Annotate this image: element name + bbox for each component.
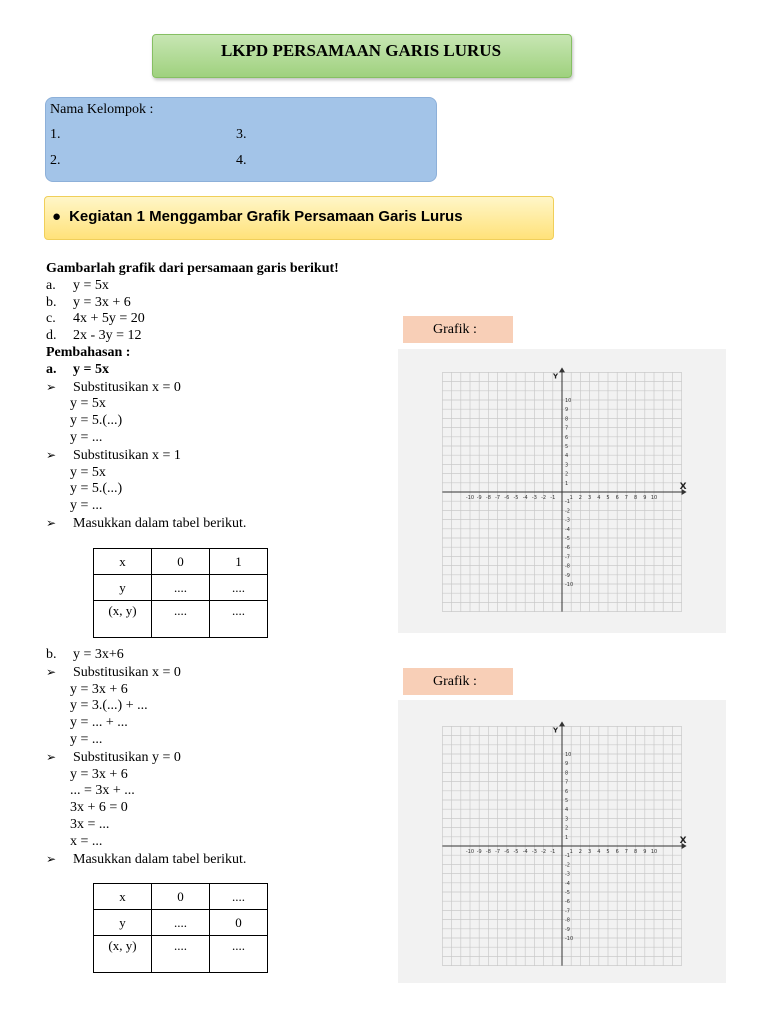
- arrow-bullet-icon: ➢: [46, 515, 57, 530]
- y-tick-label: 6: [565, 788, 569, 795]
- y-tick-label: 4: [565, 807, 569, 814]
- cartesian-grid-a: [398, 349, 726, 633]
- y-tick-label: -10: [565, 582, 574, 588]
- part-b-table-note: Masukkan dalam tabel berikut.: [73, 851, 247, 867]
- arrow-bullet-icon: ➢: [46, 379, 57, 394]
- part-a-heading: a. y = 5x: [46, 361, 109, 377]
- x-tick-label: -3: [531, 849, 537, 855]
- group-name-label: Nama Kelompok :: [50, 102, 154, 117]
- arrow-bullet-icon: ➢: [46, 851, 57, 866]
- part-b-content: b. y = 3x+6 ➢ Substitusikan x = 0 y = 3x + 6 y = 3.(...) + ... y = ... + ... y = ... ➢ Substitusikan y = 0 y = 3x + 6 ... = 3x + ... 3x + 6 = 0 3x = ... x = ... ➢ Masukkan dalam tabel berikut.: [46, 647, 247, 867]
- x-tick-label: -4: [522, 495, 528, 501]
- part-a-sub2: Substitusikan x = 1: [73, 447, 181, 463]
- y-tick-label: 1: [565, 834, 569, 841]
- y-axis-label: Y: [553, 372, 559, 381]
- x-tick-label: 8: [634, 849, 638, 855]
- y-tick-label: 2: [565, 825, 569, 832]
- y-tick-label: 7: [565, 425, 569, 432]
- y-tick-label: -7: [565, 908, 570, 915]
- x-tick-label: 10: [650, 849, 658, 855]
- y-tick-label: -9: [565, 926, 570, 933]
- equation-d: d. 2x - 3y = 12: [46, 328, 142, 344]
- x-tick-label: -6: [504, 849, 510, 855]
- group-member-4: 4.: [236, 153, 247, 168]
- bullet-icon: ●: [52, 208, 62, 225]
- x-tick-label: 7: [624, 849, 628, 855]
- y-axis-label: Y: [553, 726, 559, 735]
- y-tick-label: -9: [565, 572, 570, 579]
- x-axis-label: X: [679, 836, 687, 846]
- y-tick-label: 10: [565, 398, 572, 404]
- x-tick-label: 8: [634, 495, 638, 501]
- y-tick-label: -1: [565, 853, 570, 860]
- y-tick-label: -1: [565, 499, 570, 506]
- y-tick-label: -8: [565, 917, 570, 924]
- x-tick-label: 3: [588, 849, 592, 855]
- graph-label-a: Grafik :: [403, 316, 513, 343]
- y-arrow-icon: [559, 367, 565, 372]
- x-tick-label: 9: [643, 495, 647, 501]
- x-tick-label: -10: [465, 495, 475, 501]
- y-tick-label: -10: [565, 936, 574, 942]
- instruction: Gambarlah grafik dari persamaan garis berikut!: [46, 261, 339, 276]
- page-title: LKPD PERSAMAAN GARIS LURUS: [220, 41, 502, 60]
- y-tick-label: -5: [565, 890, 570, 896]
- x-tick-label: 7: [624, 495, 628, 501]
- y-tick-label: -8: [565, 563, 570, 570]
- x-tick-label: -8: [485, 495, 491, 501]
- y-tick-label: 1: [565, 480, 569, 487]
- x-tick-label: 6: [615, 495, 619, 501]
- x-tick-label: 1: [569, 495, 573, 501]
- y-tick-label: -4: [565, 880, 570, 887]
- arrow-bullet-icon: ➢: [46, 447, 57, 462]
- x-tick-label: -1: [550, 849, 556, 855]
- group-member-1: 1.: [50, 127, 61, 142]
- x-tick-label: -5: [513, 849, 519, 855]
- x-axis-label: X: [679, 482, 687, 492]
- x-tick-label: -9: [476, 495, 482, 501]
- x-tick-label: -3: [531, 495, 537, 501]
- y-tick-label: 5: [565, 798, 569, 804]
- cartesian-grid-b: [398, 700, 726, 983]
- activity-title: ● Kegiatan 1 Menggambar Grafik Persamaan Garis Lurus: [52, 208, 463, 225]
- x-tick-label: 6: [615, 849, 619, 855]
- x-tick-label: -2: [541, 849, 547, 855]
- part-a-sub1: Substitusikan x = 0: [73, 379, 181, 395]
- x-tick-label: 5: [606, 849, 610, 855]
- arrow-bullet-icon: ➢: [46, 664, 57, 679]
- y-tick-label: 3: [565, 816, 569, 823]
- graph-label-b: Grafik :: [403, 668, 513, 695]
- x-tick-label: -8: [485, 849, 491, 855]
- x-tick-label: -4: [522, 849, 528, 855]
- x-tick-label: 10: [650, 495, 658, 501]
- y-tick-label: -2: [565, 508, 570, 515]
- x-tick-label: -7: [495, 495, 501, 501]
- y-tick-label: 2: [565, 471, 569, 478]
- x-tick-label: 5: [606, 495, 610, 501]
- y-arrow-icon: [559, 721, 565, 726]
- y-tick-label: 5: [565, 444, 569, 450]
- x-tick-label: 9: [643, 849, 647, 855]
- x-tick-label: -10: [465, 849, 475, 855]
- part-a-table-note: Masukkan dalam tabel berikut.: [73, 515, 247, 531]
- y-tick-label: 6: [565, 434, 569, 441]
- y-tick-label: 9: [565, 761, 569, 768]
- equation-b: b. y = 3x + 6: [46, 294, 131, 310]
- part-b-heading: b. y = 3x+6: [46, 647, 124, 662]
- x-tick-label: 2: [578, 849, 582, 855]
- x-tick-label: 4: [597, 849, 601, 855]
- y-tick-label: 7: [565, 779, 569, 786]
- group-member-2: 2.: [50, 153, 61, 168]
- y-tick-label: 3: [565, 462, 569, 469]
- equation-c: c. 4x + 5y = 20: [46, 311, 145, 327]
- solution-label: Pembahasan :: [46, 344, 131, 360]
- y-tick-label: 8: [565, 770, 569, 777]
- value-table-a: x 0 1 y .... .... (x, y) .... ....: [93, 548, 268, 638]
- x-tick-label: 1: [569, 849, 573, 855]
- worksheet-content: Gambarlah grafik dari persamaan garis berikut! a. y = 5x b. y = 3x + 6 c. 4x + 5y = 20 d. 2x - 3y = 12 Pembahasan : a. y = 5x ➢ Substitusikan x = 0 y = 5x y = 5.(...) y = ... ➢ Substitusikan x = 1 y = 5x y = 5.(...) y = ... ➢ Masukkan dalam tabel berikut.: [46, 261, 339, 531]
- y-tick-label: -5: [565, 536, 570, 542]
- y-tick-label: -3: [565, 871, 570, 878]
- y-tick-label: -2: [565, 862, 570, 869]
- value-table-b: x 0 .... y .... 0 (x, y) .... ....: [93, 883, 268, 973]
- x-tick-label: -2: [541, 495, 547, 501]
- x-tick-label: -1: [550, 495, 556, 501]
- x-tick-label: 4: [597, 495, 601, 501]
- arrow-bullet-icon: ➢: [46, 749, 57, 764]
- y-tick-label: -7: [565, 554, 570, 561]
- x-tick-label: -5: [513, 495, 519, 501]
- y-tick-label: 4: [565, 453, 569, 460]
- graph-area-a: [398, 349, 726, 633]
- y-tick-label: -4: [565, 526, 570, 533]
- group-member-3: 3.: [236, 127, 247, 142]
- x-tick-label: 3: [588, 495, 592, 501]
- y-tick-label: 9: [565, 407, 569, 414]
- x-tick-label: 2: [578, 495, 582, 501]
- part-b-sub1: Substitusikan x = 0: [73, 664, 181, 680]
- x-tick-label: -7: [495, 849, 501, 855]
- equation-a: a. y = 5x: [46, 277, 109, 293]
- y-tick-label: -6: [565, 899, 570, 906]
- y-tick-label: 8: [565, 416, 569, 423]
- x-tick-label: -6: [504, 495, 510, 501]
- graph-area-b: [398, 700, 726, 983]
- part-b-sub2: Substitusikan y = 0: [73, 749, 181, 765]
- x-tick-label: -9: [476, 849, 482, 855]
- y-tick-label: 10: [565, 752, 572, 758]
- y-tick-label: -3: [565, 517, 570, 524]
- y-tick-label: -6: [565, 545, 570, 552]
